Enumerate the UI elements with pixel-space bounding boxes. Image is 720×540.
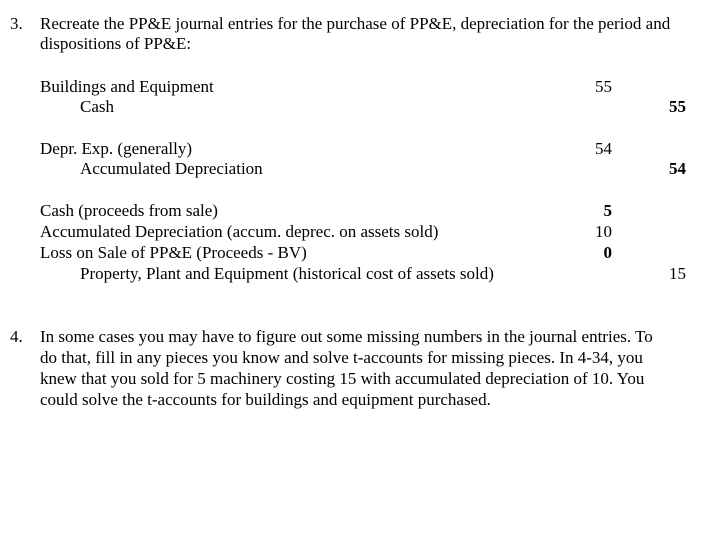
question-4-text-line-3: knew that you sold for 5 machinery costing 15 with accumulated depreciation of 10. You <box>40 369 645 388</box>
entry-2-credit-amount: 54 <box>669 159 686 178</box>
entry-1-credit-account: Cash <box>80 97 114 116</box>
entry-3-line-2-debit: 10 <box>595 222 612 241</box>
question-3-text-line-1: Recreate the PP&E journal entries for the purchase of PP&E, depreciation for the period and <box>40 14 671 33</box>
entry-1-debit-account: Buildings and Equipment <box>40 77 214 96</box>
question-4-text-line-2: do that, fill in any pieces you know and solve t-accounts for missing pieces. In 4-34, you <box>40 348 643 367</box>
entry-2-debit-amount: 54 <box>595 139 612 158</box>
entry-2-debit-account: Depr. Exp. (generally) <box>40 139 192 158</box>
entry-3-line-1-debit: 5 <box>603 201 612 220</box>
entry-2-credit-account: Accumulated Depreciation <box>80 159 263 178</box>
entry-3-line-1-account: Cash (proceeds from sale) <box>40 201 218 220</box>
question-4-number: 4. <box>10 327 23 346</box>
entry-1-debit-amount: 55 <box>595 77 612 96</box>
question-3-number: 3. <box>10 14 23 33</box>
question-3-text-line-2: dispositions of PP&E: <box>40 34 192 53</box>
entry-3-line-4-account: Property, Plant and Equipment (historical cost of assets sold) <box>80 264 494 283</box>
question-4-text-line-4: could solve the t-accounts for buildings and equipment purchased. <box>40 390 491 409</box>
entry-3-line-3-account: Loss on Sale of PP&E (Proceeds - BV) <box>40 243 307 262</box>
entry-3-line-4-credit: 15 <box>669 264 686 283</box>
entry-3-line-2-account: Accumulated Depreciation (accum. deprec. on assets sold) <box>40 222 439 241</box>
entry-1-credit-amount: 55 <box>669 97 686 116</box>
question-4-text-line-1: In some cases you may have to figure out some missing numbers in the journal entries. To <box>40 327 653 346</box>
entry-3-line-3-debit: 0 <box>603 243 612 262</box>
